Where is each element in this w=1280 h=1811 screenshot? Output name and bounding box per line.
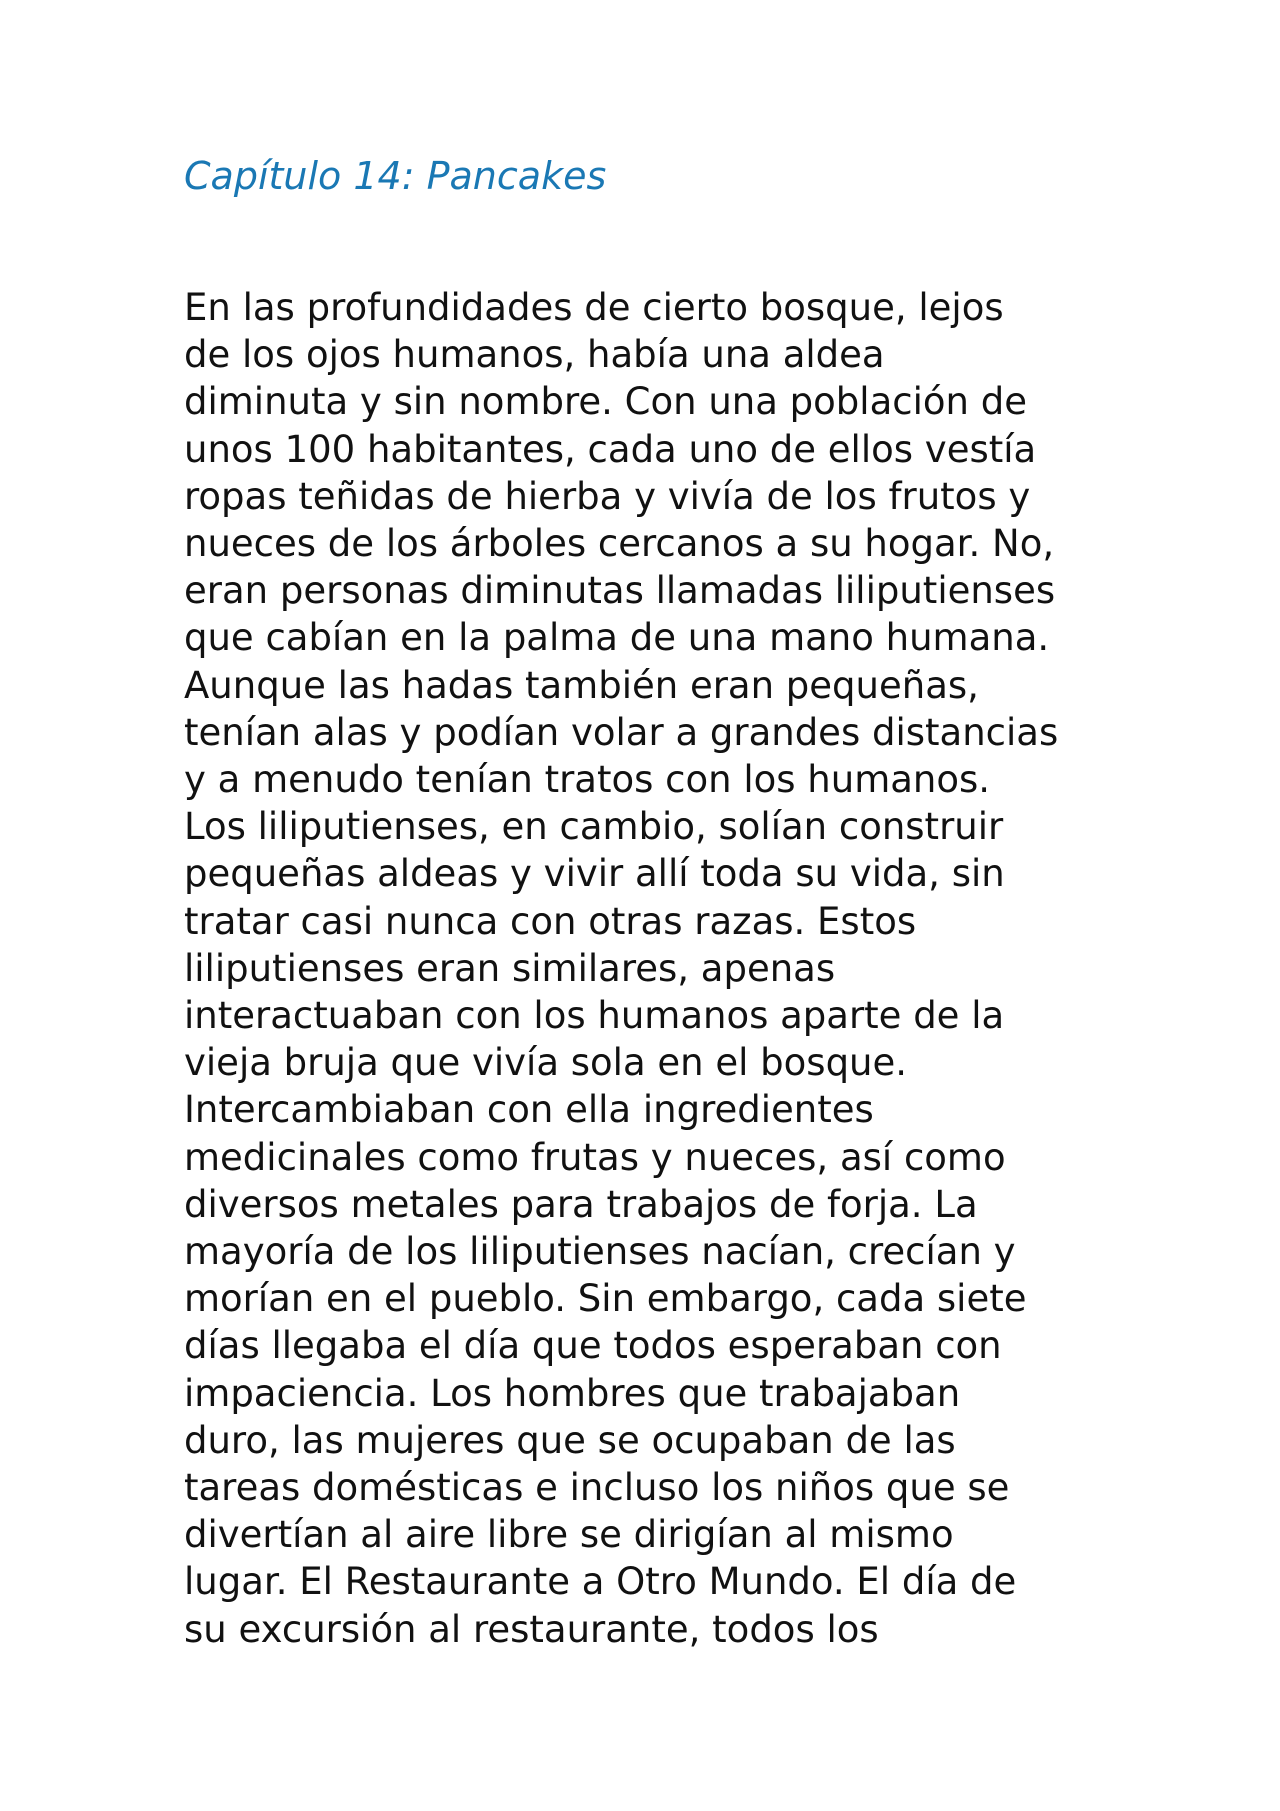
text-line: liliputienses eran similares, apenas bbox=[184, 946, 836, 990]
text-line: tenían alas y podían volar a grandes distancias bbox=[184, 710, 1059, 754]
text-line: Los liliputienses, en cambio, solían construir bbox=[184, 805, 1004, 849]
text-line: su excursión al restaurante, todos los bbox=[184, 1607, 879, 1651]
text-line: morían en el pueblo. Sin embargo, cada siete bbox=[184, 1277, 1027, 1321]
text-line: interactuaban con los humanos aparte de la bbox=[184, 994, 1005, 1038]
text-line: y a menudo tenían tratos con los humanos. bbox=[184, 758, 991, 802]
text-line: mayoría de los liliputienses nacían, crecían y bbox=[184, 1230, 1016, 1274]
text-line: que cabían en la palma de una mano humana. bbox=[184, 616, 1050, 660]
text-line: eran personas diminutas llamadas liliputienses bbox=[184, 569, 1056, 613]
text-line: unos 100 habitantes, cada uno de ellos vestía bbox=[184, 427, 1037, 471]
text-line: días llegaba el día que todos esperaban con bbox=[184, 1324, 1002, 1368]
text-line: lugar. El Restaurante a Otro Mundo. El día de bbox=[184, 1560, 1017, 1604]
text-line: diversos metales para trabajos de forja. La bbox=[184, 1182, 978, 1226]
text-line: tratar casi nunca con otras razas. Estos bbox=[184, 899, 917, 943]
text-line: En las profundidades de cierto bosque, lejos bbox=[184, 286, 1004, 329]
text-line: diminuta y sin nombre. Con una población de bbox=[184, 380, 1027, 424]
text-line: Intercambiaban con ella ingredientes bbox=[184, 1088, 874, 1132]
text-line: pequeñas aldeas y vivir allí toda su vida, sin bbox=[184, 852, 1005, 896]
text-line: de los ojos humanos, había una aldea bbox=[184, 333, 885, 377]
body-paragraph bbox=[184, 284, 1144, 1653]
text-line: impaciencia. Los hombres que trabajaban bbox=[184, 1371, 961, 1415]
text-line: Aunque las hadas también eran pequeñas, bbox=[184, 663, 979, 707]
chapter-title: Capítulo 14: Pancakes bbox=[184, 154, 607, 198]
text-line: nueces de los árboles cercanos a su hogar. No, bbox=[184, 522, 1055, 566]
text-line: vieja bruja que vivía sola en el bosque. bbox=[184, 1041, 908, 1085]
text-line: medicinales como frutas y nueces, así como bbox=[184, 1135, 1006, 1179]
text-line: divertían al aire libre se dirigían al mismo bbox=[184, 1513, 954, 1557]
text-line: ropas teñidas de hierba y vivía de los frutos y bbox=[184, 474, 1031, 518]
text-line: duro, las mujeres que se ocupaban de las bbox=[184, 1418, 956, 1462]
text-line: tareas domésticas e incluso los niños que se bbox=[184, 1466, 1010, 1510]
